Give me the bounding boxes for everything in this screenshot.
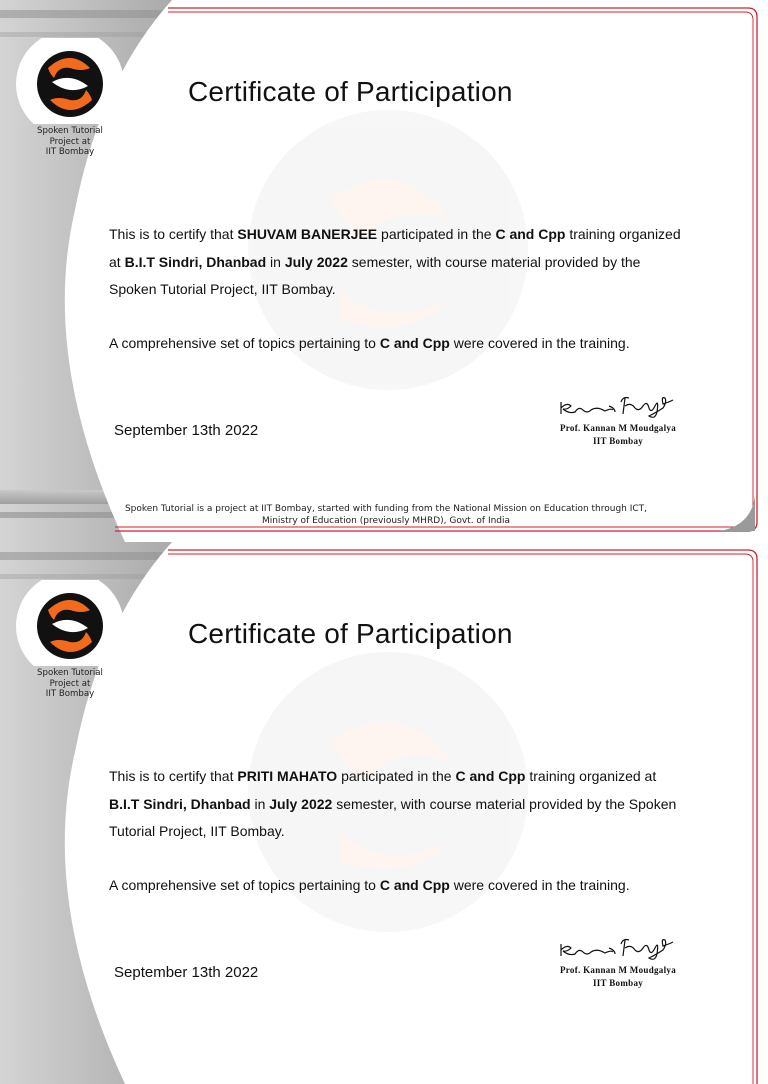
logo-line-2: Project at	[49, 136, 91, 147]
spoken-tutorial-logo	[12, 580, 128, 706]
logo-line-1: Spoken Tutorial	[37, 668, 103, 678]
certificate-2	[0, 542, 768, 1084]
footer-line-2: Ministry of Education (previously MHRD), Govt. of India	[261, 516, 511, 526]
logo-line-1: Spoken Tutorial	[37, 126, 103, 136]
topics-course: C and Cpp	[379, 335, 450, 351]
logo-emblem-icon	[12, 38, 128, 124]
certificate-date: September 13th 2022	[114, 964, 259, 981]
topics-paragraph: A comprehensive set of topics pertaining to C and Cpp were covered in the training.	[109, 877, 630, 893]
signatory-institution: IIT Bombay	[592, 978, 644, 988]
logo-emblem-icon	[12, 580, 128, 666]
logo-line-3: IIT Bombay	[45, 147, 95, 157]
logo-line-2: Project at	[49, 678, 91, 689]
topics-course: C and Cpp	[379, 877, 450, 893]
certificate-date: September 13th 2022	[114, 422, 259, 439]
semester-name: July 2022	[284, 253, 348, 270]
logo-line-3: IIT Bombay	[45, 689, 95, 699]
signature-icon	[553, 934, 683, 964]
signatory-institution: IIT Bombay	[592, 436, 644, 446]
participant-name: PRITI MAHATO	[237, 768, 338, 784]
institution-name: B.I.T Sindri, Dhanbad	[124, 253, 267, 270]
certificate-title: Certificate of Participation	[188, 76, 513, 107]
course-name: C and Cpp	[495, 226, 566, 242]
certificate-title: Certificate of Participation	[188, 618, 513, 649]
signatory-name: Prof. Kannan M Moudgalya	[559, 423, 677, 433]
funding-footer	[110, 503, 662, 527]
course-name: C and Cpp	[455, 768, 526, 784]
footer-line-1: Spoken Tutorial is a project at IIT Bombay, started with funding from the National Mission on Education through ICT,	[124, 504, 648, 514]
signature-block	[548, 392, 688, 448]
participant-name: SHUVAM BANERJEE	[237, 226, 378, 242]
institution-name: B.I.T Sindri, Dhanbad	[109, 795, 251, 812]
spoken-tutorial-logo	[12, 38, 128, 164]
topics-paragraph: A comprehensive set of topics pertaining to C and Cpp were covered in the training.	[109, 335, 630, 351]
certify-paragraph: This is to certify that PRITI MAHATO participated in the C and Cpp training organized at B.I.T Sindri, Dhanbad in July 2022 semester, with course material provided by the Spoken Tutorial Project, IIT Bombay.	[109, 768, 677, 839]
certify-paragraph: This is to certify that SHUVAM BANERJEE participated in the C and Cpp training organized at B.I.T Sindri, Dhanbad in July 2022 semester, with course material provided by the Spoken Tutorial Project, IIT Bombay.	[109, 226, 681, 297]
signatory-name: Prof. Kannan M Moudgalya	[559, 965, 677, 975]
signature-block	[548, 934, 688, 990]
signature-icon	[553, 392, 683, 422]
semester-name: July 2022	[269, 795, 333, 812]
